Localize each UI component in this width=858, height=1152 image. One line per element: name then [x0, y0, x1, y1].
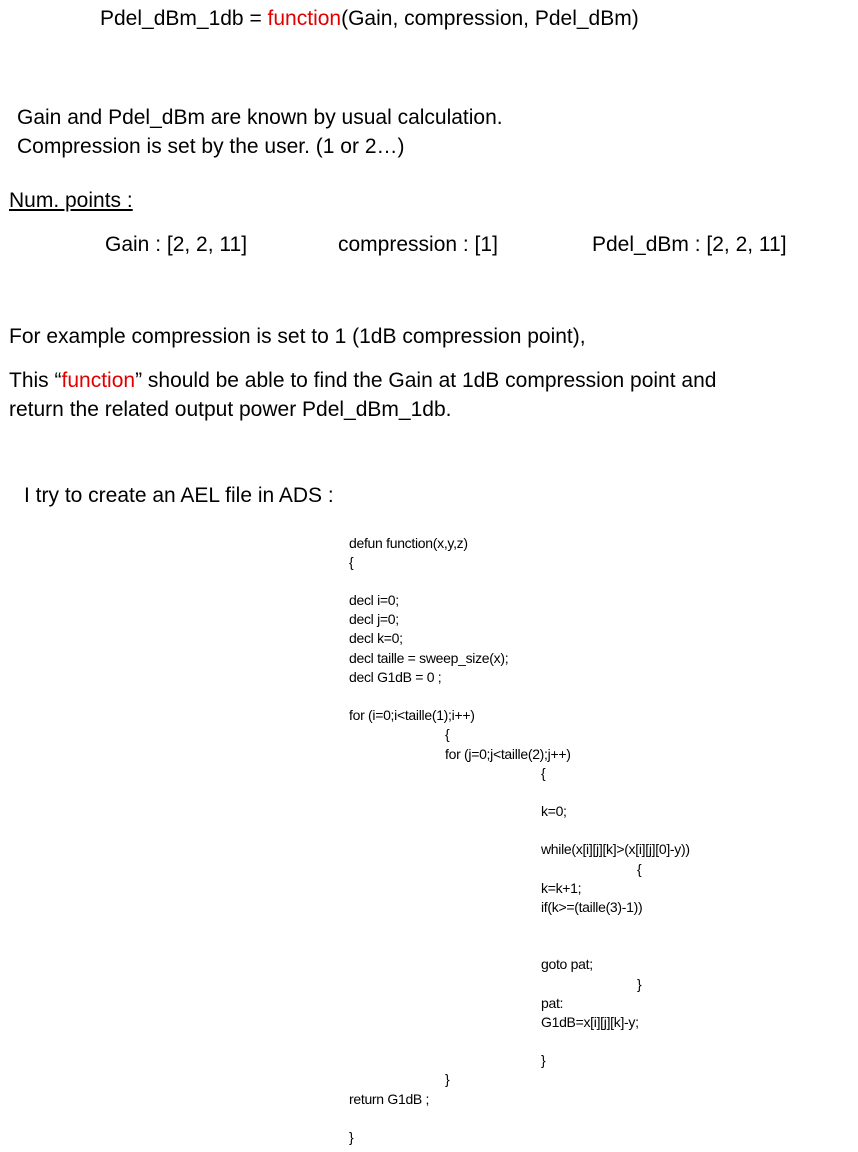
example-line-2 [9, 368, 716, 394]
code-line: } [349, 1129, 354, 1145]
code-line: goto pat; [541, 956, 593, 972]
code-line: decl j=0; [349, 611, 399, 627]
code-line: decl taille = sweep_size(x); [349, 650, 509, 666]
intro-line-1: Gain and Pdel_dBm are known by usual calculation. [17, 106, 503, 129]
formula-suffix: (Gain, compression, Pdel_dBm) [341, 7, 639, 30]
formula-prefix: Pdel_dBm_1db = [100, 7, 268, 30]
example-line-2-prefix: This “ [9, 369, 62, 392]
code-line: while(x[i][j][k]>(x[i][j][0]-y)) [541, 841, 690, 857]
formula-keyword: function [267, 7, 342, 30]
code-line: decl G1dB = 0 ; [349, 669, 442, 685]
num-points-pdel: Pdel_dBm : [2, 2, 11] [592, 233, 787, 256]
code-line: k=0; [541, 803, 567, 819]
code-line: { [541, 765, 546, 781]
code-line: { [349, 554, 354, 570]
code-line: } [445, 1071, 450, 1087]
code-line: k=k+1; [541, 880, 582, 896]
code-line: } [541, 1052, 546, 1068]
code-line: defun function(x,y,z) [349, 535, 468, 551]
num-points-label: Num. points : [9, 189, 133, 212]
example-keyword: function [61, 369, 136, 392]
code-line: if(k>=(taille(3)-1)) [541, 899, 643, 915]
code-line: return G1dB ; [349, 1091, 430, 1107]
code-line: pat: [541, 995, 564, 1011]
code-line: { [637, 861, 642, 877]
num-points-compression: compression : [1] [338, 233, 498, 256]
ael-intro: I try to create an AEL file in ADS : [24, 484, 334, 507]
code-line: for (i=0;i<taille(1);i++) [349, 707, 475, 723]
example-line-3: return the related output power Pdel_dBm_1db. [9, 398, 452, 421]
code-line: } [637, 976, 642, 992]
code-line: for (j=0;j<taille(2);j++) [445, 746, 571, 762]
example-line-1: For example compression is set to 1 (1dB compression point), [9, 325, 586, 348]
code-line: decl k=0; [349, 630, 403, 646]
code-line: decl i=0; [349, 592, 399, 608]
code-line: { [445, 726, 450, 742]
num-points-gain: Gain : [2, 2, 11] [105, 233, 248, 256]
example-line-2-suffix: ” should be able to find the Gain at 1dB compression point and [135, 369, 717, 392]
formula-title [100, 6, 639, 32]
intro-line-2: Compression is set by the user. (1 or 2…) [17, 135, 405, 158]
code-line: G1dB=x[i][j][k]-y; [541, 1014, 639, 1030]
